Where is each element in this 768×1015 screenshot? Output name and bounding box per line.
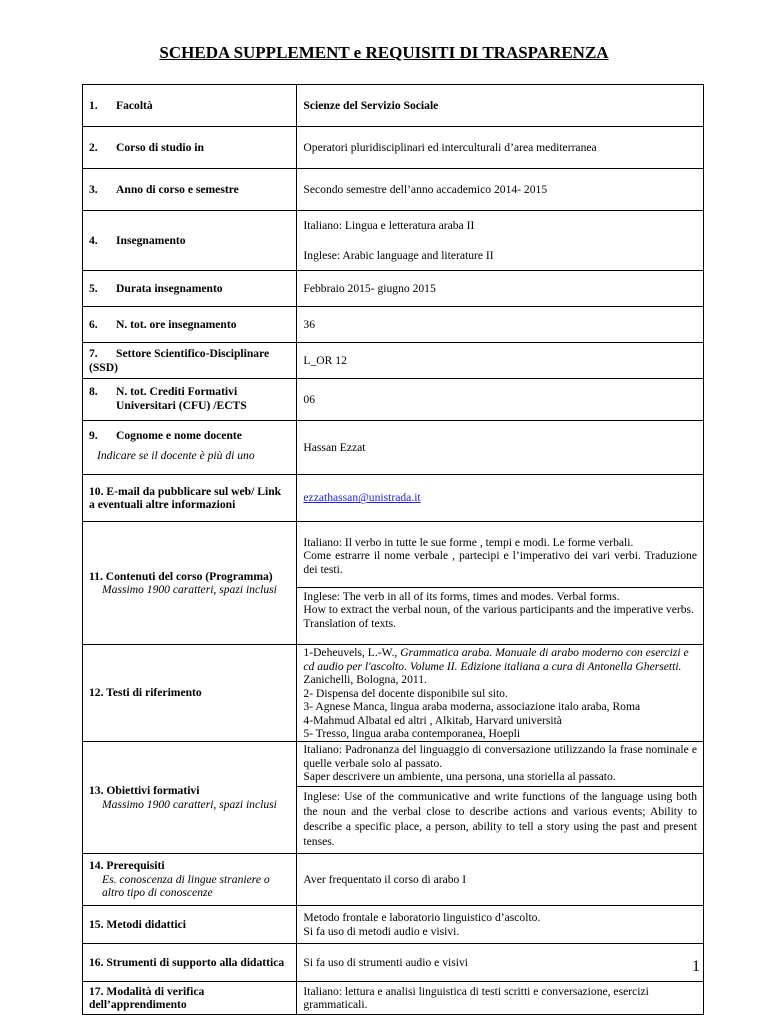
table-row bbox=[83, 906, 704, 944]
row-value: 36 bbox=[297, 307, 704, 343]
row-label: 8. N. tot. Crediti Formativi Universitari (CFU) /ECTS bbox=[83, 379, 297, 421]
row-label: 14. Prerequisiti Es. conoscenza di lingue straniere o altro tipo di conoscenze bbox=[83, 854, 297, 906]
content-it: Italiano: Il verbo in tutte le sue forme , tempi e modi. Le forme verbali. Come estrarre il nome verbale , partecipi e l’imperativo dei vari verbi. Traduzione dei testi. bbox=[303, 535, 697, 576]
row-value: Scienze del Servizio Sociale bbox=[297, 85, 704, 127]
objectives-it: Italiano: Padronanza del linguaggio di conversazione utilizzando la frase nominale e quelle verbale solo al passato. Saper descrivere un ambiente, una persona, una storiella al passato. bbox=[303, 743, 697, 783]
row-label: 15. Metodi didattici bbox=[83, 906, 297, 944]
row-value bbox=[297, 475, 704, 522]
page-number: 1 bbox=[692, 958, 700, 975]
row-value: Metodo frontale e laboratorio linguistico d’ascolto. Si fa uso di metodi audio e visivi. bbox=[297, 906, 704, 944]
row-value: Hassan Ezzat bbox=[297, 421, 704, 475]
row-value: Secondo semestre dell’anno accademico 2014- 2015 bbox=[297, 169, 704, 211]
row-value: Operatori pluridisciplinari ed interculturali d’area mediterranea bbox=[297, 127, 704, 169]
row-label: 9. Cognome e nome docente Indicare se il docente è più di uno bbox=[83, 421, 297, 475]
table-row bbox=[83, 343, 704, 379]
table-row bbox=[83, 85, 704, 127]
row-label: 6. N. tot. ore insegnamento bbox=[83, 307, 297, 343]
row-note: Massimo 1900 caratteri, spazi inclusi bbox=[102, 797, 277, 811]
row-label: 11. Contenuti del corso (Programma) Massimo 1900 caratteri, spazi inclusi bbox=[83, 522, 297, 645]
table-row bbox=[83, 645, 704, 742]
row-value bbox=[297, 742, 704, 854]
table-row bbox=[83, 854, 704, 906]
row-label: 10. E-mail da pubblicare sul web/ Link a eventuali altre informazioni bbox=[83, 475, 297, 522]
table-row bbox=[83, 271, 704, 307]
objectives-en: Inglese: Use of the communicative and write functions of the language using both the noun and the verbal close to describe actions and various events; Ability to describe a specific place, a person, ability to tell a story using the past and present tenses. bbox=[297, 786, 703, 851]
table-row bbox=[83, 421, 704, 475]
row-value: Febbraio 2015- giugno 2015 bbox=[297, 271, 704, 307]
row-value: Italiano: lettura e analisi linguistica di testi scritti e conversazione, esercizi grammaticali. bbox=[297, 982, 704, 1015]
row-value: Si fa uso di strumenti audio e visivi bbox=[297, 944, 704, 982]
row-value: Aver frequentato il corso di arabo I bbox=[297, 854, 704, 906]
table-row bbox=[83, 127, 704, 169]
table-row bbox=[83, 944, 704, 982]
table-row bbox=[83, 742, 704, 854]
reference-4: 4-Mahmud Albatal ed altri , Alkitab, Harvard università bbox=[303, 713, 562, 727]
row-value: 06 bbox=[297, 379, 704, 421]
row-note: Massimo 1900 caratteri, spazi inclusi bbox=[102, 583, 277, 596]
row-label: 13. Obiettivi formativi Massimo 1900 caratteri, spazi inclusi bbox=[83, 742, 297, 854]
email-link[interactable]: ezzathassan@unistrada.it bbox=[303, 491, 421, 505]
teaching-en: Inglese: Arabic language and literature II bbox=[303, 249, 494, 262]
row-label: 3. Anno di corso e semestre bbox=[83, 169, 297, 211]
row-label: 1. Facoltà bbox=[83, 85, 297, 127]
table-row bbox=[83, 307, 704, 343]
row-label: 2. Corso di studio in bbox=[83, 127, 297, 169]
table-row bbox=[83, 522, 704, 645]
reference-3: 3- Agnese Manca, lingua araba moderna, associazione italo araba, Roma bbox=[303, 700, 641, 713]
row-label: 4. Insegnamento bbox=[83, 211, 297, 271]
row-label: 17. Modalità di verifica dell’apprendimento bbox=[83, 982, 297, 1015]
row-value bbox=[297, 645, 704, 742]
table-row bbox=[83, 211, 704, 271]
supplement-table bbox=[82, 84, 704, 1015]
row-label: 16. Strumenti di supporto alla didattica bbox=[83, 944, 297, 982]
row-value: L_OR 12 bbox=[297, 343, 704, 379]
teaching-it: Italiano: Lingua e letteratura araba II bbox=[303, 219, 475, 232]
content-en: Inglese: The verb in all of its forms, times and modes. Verbal forms. How to extract the verbal noun, of the various participants and the imperative verbs. Translation of texts. bbox=[297, 587, 703, 633]
reference-1: 1-Deheuvels, L.-W., Grammatica araba. Manuale di arabo moderno con esercizi e cd audio per l'ascolto. Volume II. Edizione italiana a cura di Antonella Ghersetti. Zanichelli, Bologna, 2011. bbox=[303, 646, 689, 686]
row-value bbox=[297, 211, 704, 271]
row-note: Indicare se il docente è più di uno bbox=[97, 448, 255, 462]
reference-2: 2- Dispensa del docente disponibile sul sito. bbox=[303, 686, 508, 700]
table-row bbox=[83, 475, 704, 522]
row-label: 5. Durata insegnamento bbox=[83, 271, 297, 307]
row-label: 7. Settore Scientifico-Disciplinare (SSD) bbox=[83, 343, 297, 379]
row-label: 12. Testi di riferimento bbox=[83, 645, 297, 742]
table-row bbox=[83, 169, 704, 211]
table-row bbox=[83, 379, 704, 421]
table-row bbox=[83, 982, 704, 1015]
row-note: Es. conoscenza di lingue straniere o altro tipo di conoscenze bbox=[102, 872, 270, 900]
reference-5: 5- Tresso, lingua araba contemporanea, Hoepli bbox=[303, 727, 521, 740]
row-value bbox=[297, 522, 704, 645]
page-title: SCHEDA SUPPLEMENT e REQUISITI DI TRASPARENZA bbox=[159, 43, 609, 62]
